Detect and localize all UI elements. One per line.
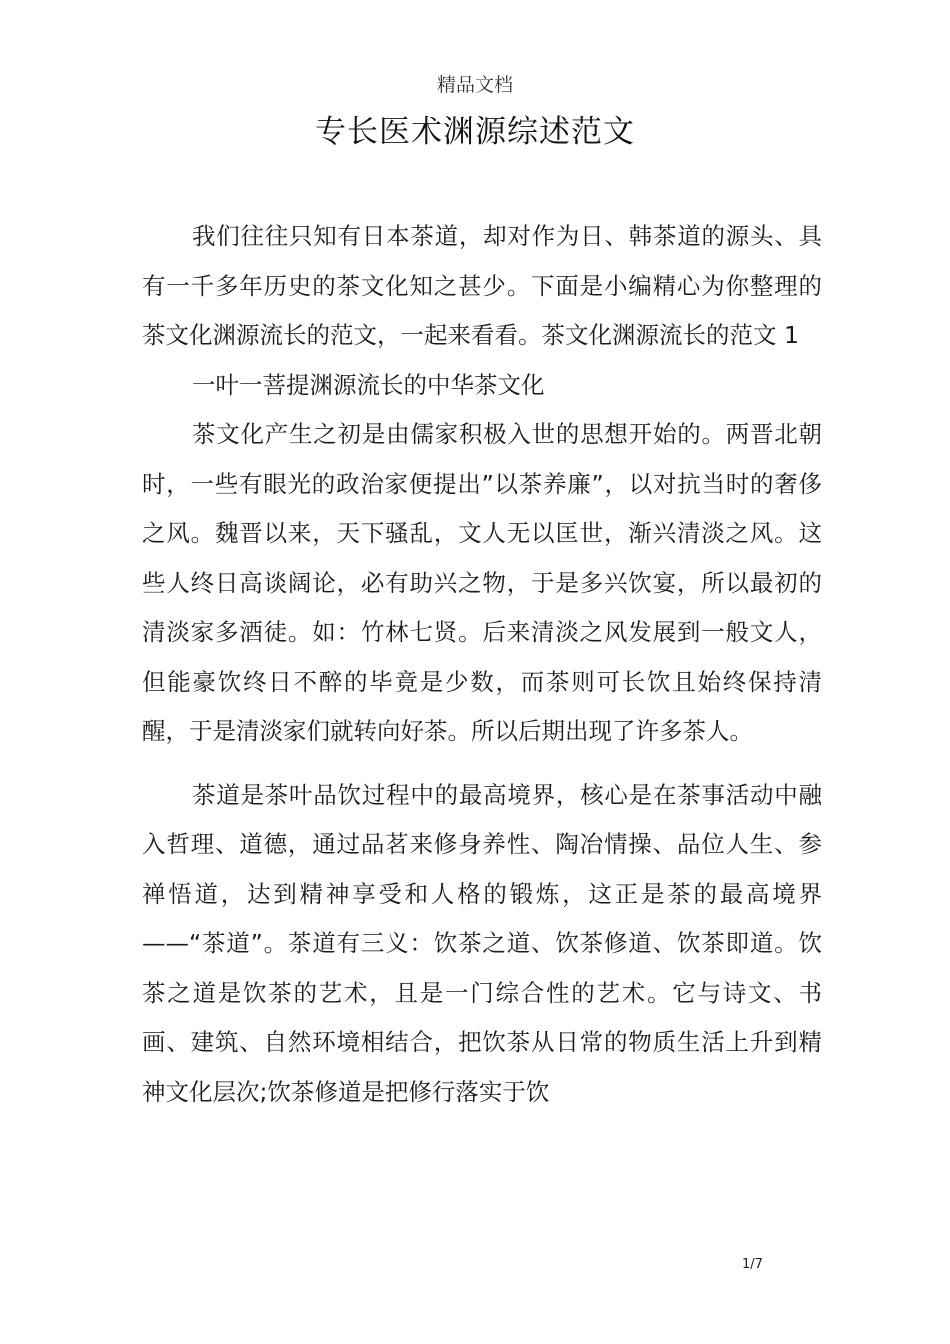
page-number: 1/7: [742, 1257, 763, 1272]
document-title: 专长医术渊源综述范文: [315, 114, 635, 150]
paragraph-subheading: 一叶一菩提渊源流长的中华茶文化: [192, 370, 545, 399]
paragraph-intro: 我们往往只知有日本茶道，却对作为日、韩茶道的源头、具有一千多年历史的茶文化知之甚少。下面是小编精心为你整理的茶文化渊源流长的范文，一起来看看。茶文化渊源流长的范文 1: [142, 222, 822, 349]
document-body: [142, 212, 822, 1117]
paragraph-tea-ceremony: 茶道是茶叶品饮过程中的最高境界，核心是在茶事活动中融入哲理、道德，通过品茗来修身养性、陶冶情操、品位人生、参禅悟道，达到精神享受和人格的锻炼，这正是茶的最高境界——“茶道”。茶道有三义：饮茶之道、饮茶修道、饮茶即道。饮茶之道是饮茶的艺术，且是一门综合性的艺术。它与诗文、书画、建筑、自然环境相结合，把饮茶从日常的物质生活上升到精神文化层次;饮茶修道是把修行落实于饮: [142, 780, 822, 1106]
page-header-label: 精品文档: [436, 74, 513, 96]
paragraph-origin: 茶文化产生之初是由儒家积极入世的思想开始的。两晋北朝时，一些有眼光的政治家便提出”以茶养廉”，以对抗当时的奢侈之风。魏晋以来，天下骚乱，文人无以匡世，渐兴清淡之风。这些人终日高谈阔论，必有助兴之物，于是多兴饮宴，所以最初的清淡家多酒徒。如：竹林七贤。后来清淡之风发展到一般文人，但能豪饮终日不醉的毕竟是少数，而茶则可长饮且始终保持清醒，于是清淡家们就转向好茶。所以后期出现了许多茶人。: [142, 420, 822, 745]
